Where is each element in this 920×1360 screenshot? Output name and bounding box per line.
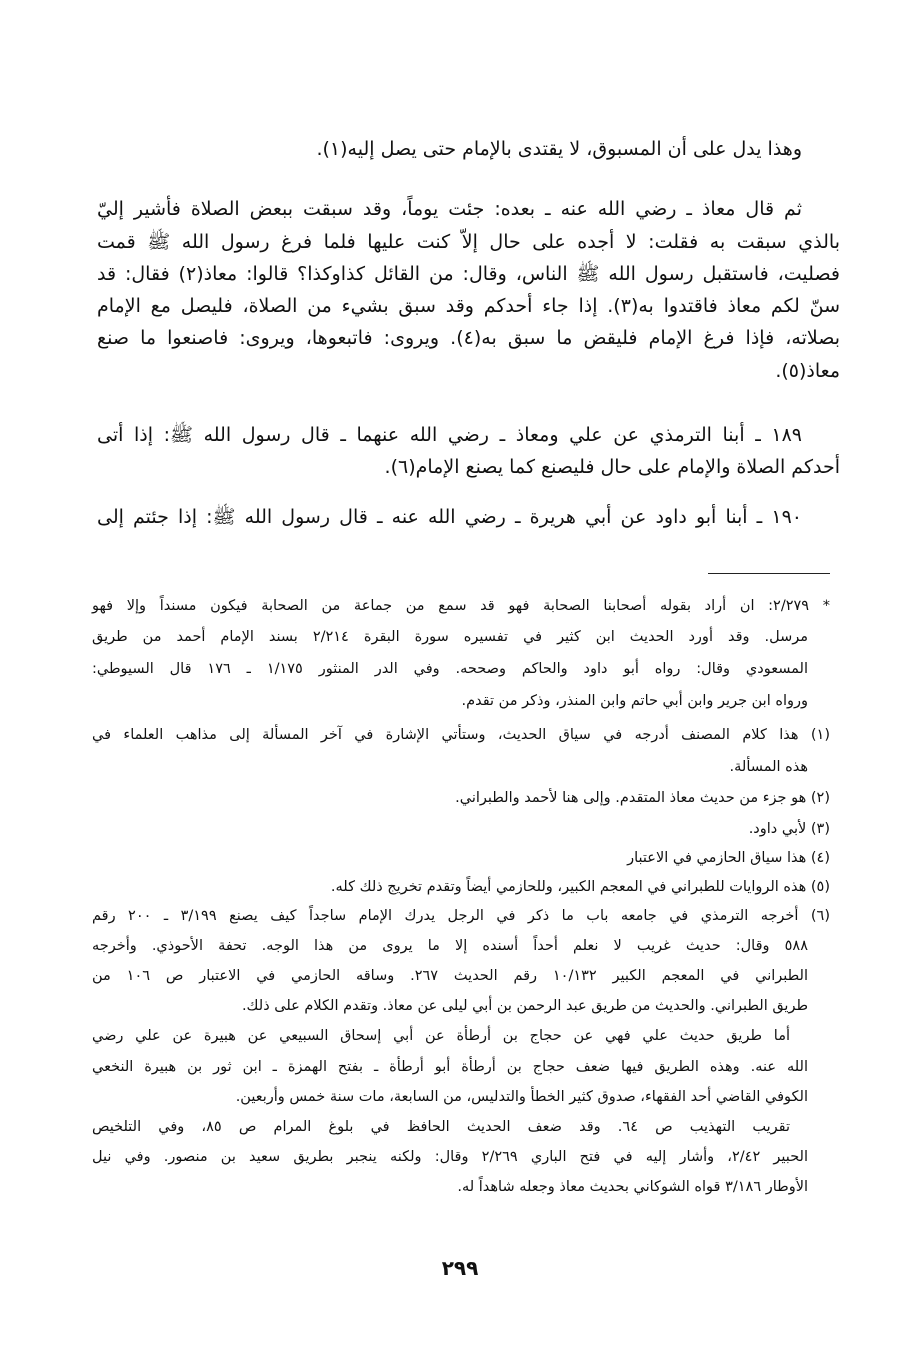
main-line: بالذي سبقت به فقلت: لا أجده على حال إلاّ كنت عليها فلما فرغ رسول الله ﷺ قمت [97,231,840,253]
footnote-line: ورواه ابن جرير وابن أبي حاتم وابن المنذر، وذكر من تقدم. [461,693,808,709]
footnote-separator [708,573,830,574]
main-line: فصليت، فاستقبل رسول الله ﷺ الناس، وقال: من القائل كذاوكذا؟ قالوا: معاذ(٢) فقال: قد [97,263,840,285]
footnote-line: (٢) هو جزء من حديث معاذ المتقدم. وإلى هنا لأحمد والطبراني. [455,790,830,806]
footnote-line: (٣) لأبي داود. [748,821,830,837]
main-line: ١٨٩ ـ أبنا الترمذي عن علي ومعاذ ـ رضي الله عنهما ـ قال رسول الله ﷺ: إذا أتى [97,424,802,446]
footnote-line: الحبير ٢/٤٢، وأشار إليه في فتح الباري ٢/٢٦٩ وقال: ولكنه ينجبر بطريق سعيد بن منصور. وفي نيل [92,1149,808,1165]
footnote-line: هذه المسألة. [729,759,808,775]
main-line: ١٩٠ ـ أبنا أبو داود عن أبي هريرة ـ رضي الله عنه ـ قال رسول الله ﷺ: إذا جئتم إلى [97,506,802,528]
footnote-line: (٦) أخرجه الترمذي في جامعه باب ما ذكر في الرجل يدرك الإمام ساجداً كيف يصنع ٣/١٩٩ ـ ٢٠٠ رقم [92,908,830,924]
footnote-line: (٤) هذا سياق الحازمي في الاعتبار [627,850,830,866]
footnote-line: * ٢/٢٧٩: ان أراد بقوله أصحابنا الصحابة فهو قد سمع من جماعة من الصحابة فيكون مسنداً وإلا فهو [92,598,830,614]
footnote-line: الأوطار ٣/١٨٦ قواه الشوكاني بحديث معاذ وجعله شاهداً له. [457,1179,808,1195]
footnote-line: الكوفي القاضي أحد الفقهاء، صدوق كثير الخطأ والتدليس، من السابعة، مات سنة خمس وأربعين. [235,1089,808,1105]
footnote-line: طريق الطبراني. والحديث من طريق عبد الرحمن بن أبي ليلى عن معاذ. وتقدم الكلام على ذلك. [241,998,808,1014]
main-line: أحدكم الصلاة والإمام على حال فليصنع كما يصنع الإمام(٦). [384,456,840,478]
page-number: ٢٩٩ [441,1256,479,1280]
main-line: معاذ(٥). [775,360,840,382]
footnote-line: ٥٨٨ وقال: حديث غريب لا نعلم أحداً أسنده إلا ما يروى من هذا الوجه. تحفة الأحوذي. وأخرجه [92,938,808,954]
main-line: وهذا يدل على أن المسبوق، لا يقتدى بالإمام حتى يصل إليه(١). [316,138,802,160]
main-line: سنّ لكم معاذ فاقتدوا به(٣). إذا جاء أحدكم وقد سبق بشيء من الصلاة، فليصل مع الإمام [97,295,840,317]
main-line: بصلاته، فإذا فرغ الإمام فليقض ما سبق به(٤). ويروى: فاتبعوها، ويروى: فاصنعوا ما صنع [97,327,840,349]
footnote-line: مرسل. وقد أورد الحديث ابن كثير في تفسيره سورة البقرة ٢/٢١٤ بسند الإمام أحمد من طريق [92,629,808,645]
footnote-line: المسعودي وقال: رواه أبو داود والحاكم وصححه. وفي الدر المنثور ١/١٧٥ ـ ١٧٦ قال السيوطي: [92,661,808,677]
footnote-line: (١) هذا كلام المصنف أدرجه في سياق الحديث، وستأتي الإشارة في آخر المسألة إلى مذاهب العلماء في [92,727,830,743]
footnote-line: تقريب التهذيب ص ٦٤. وقد ضعف الحديث الحافظ في بلوغ المرام ص ٨٥، وفي التلخيص [92,1119,790,1135]
main-line: ثم قال معاذ ـ رضي الله عنه ـ بعده: جئت يوماً، وقد سبقت ببعض الصلاة فأشير إليّ [97,198,802,220]
footnote-line: (٥) هذه الروايات للطبراني في المعجم الكبير، وللحازمي أيضاً وتقدم تخريج ذلك كله. [330,879,830,895]
footnote-line: أما طريق حديث علي فهي عن حجاج بن أرطأة عن أبي إسحاق السبيعي عن هبيرة عن علي رضي [92,1028,790,1044]
footnote-line: الطبراني في المعجم الكبير ١٠/١٣٢ رقم الحديث ٢٦٧. وساقه الحازمي في الاعتبار ص ١٠٦ من [92,968,808,984]
footnote-line: الله عنه. وهذه الطريق فيها ضعف حجاج بن أرطأة أبو أرطأة ـ بفتح الهمزة ـ ابن ثور بن هبيرة النخعي [92,1059,808,1075]
